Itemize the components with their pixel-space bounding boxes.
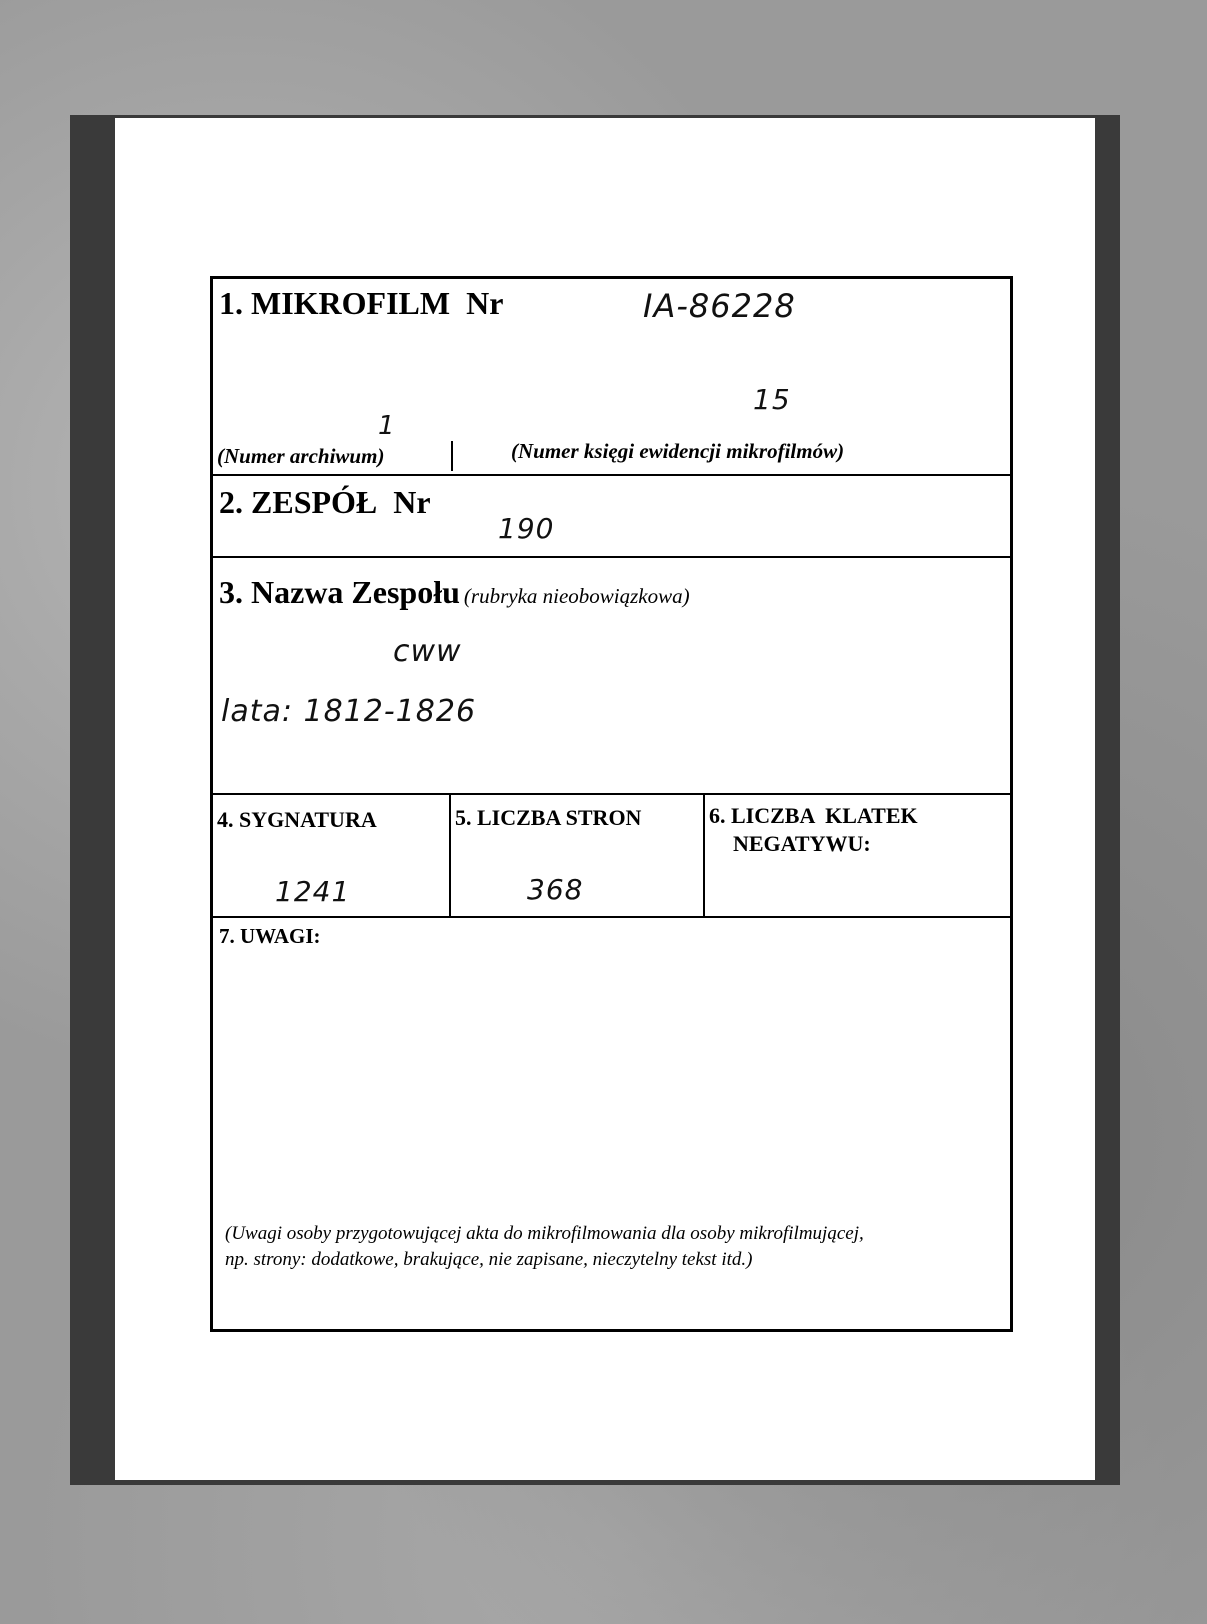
footnote-line2: np. strony: dodatkowe, brakujące, nie zapisane, nieczytelny tekst itd.)	[225, 1249, 753, 1270]
footnote-line1: (Uwagi osoby przygotowującej akta do mikrofilmowania dla osoby mikrofilmującej,	[225, 1223, 864, 1244]
ledger-caption: (Numer księgi ewidencji mikrofilmów)	[511, 439, 845, 463]
microfilm-label: 1. MIKROFILM Nr	[219, 285, 504, 321]
remarks-label: 7. UWAGI:	[219, 924, 321, 948]
microfilm-number: IA-86228	[643, 287, 796, 325]
years-value: lata: 1812-1826	[221, 694, 477, 729]
frames-cell	[703, 793, 1010, 916]
section-details	[213, 793, 1010, 918]
signature-label: 4. SYGNATURA	[217, 807, 377, 832]
pages-value: 368	[527, 873, 584, 906]
section-fonds-name	[213, 556, 1010, 795]
signature-value: 1241	[275, 875, 351, 908]
ledger-number: 15	[753, 383, 791, 416]
caption-divider	[451, 441, 453, 471]
fonds-number: 190	[498, 512, 555, 545]
fonds-name-heading	[219, 574, 690, 611]
fonds-label: 2. ZESPÓŁ Nr	[219, 484, 431, 520]
section-microfilm	[213, 279, 1010, 476]
archive-caption: (Numer archiwum)	[217, 444, 385, 468]
pages-label: 5. LICZBA STRON	[455, 805, 642, 830]
optional-note: (rubryka nieobowiązkowa)	[463, 584, 690, 608]
section-remarks	[213, 916, 1010, 1329]
pages-cell	[449, 793, 705, 916]
section-fonds	[213, 474, 1010, 558]
frames-label-line1: 6. LICZBA KLATEK	[709, 803, 918, 828]
archive-number: 1	[378, 411, 396, 441]
microfilm-form	[210, 276, 1013, 1332]
frames-label-line2: NEGATYWU:	[733, 831, 871, 856]
signature-cell	[213, 793, 451, 916]
fonds-name-label: 3. Nazwa Zespołu	[219, 574, 460, 610]
remarks-footnote	[225, 1221, 864, 1273]
fonds-name-value: cww	[393, 634, 462, 669]
